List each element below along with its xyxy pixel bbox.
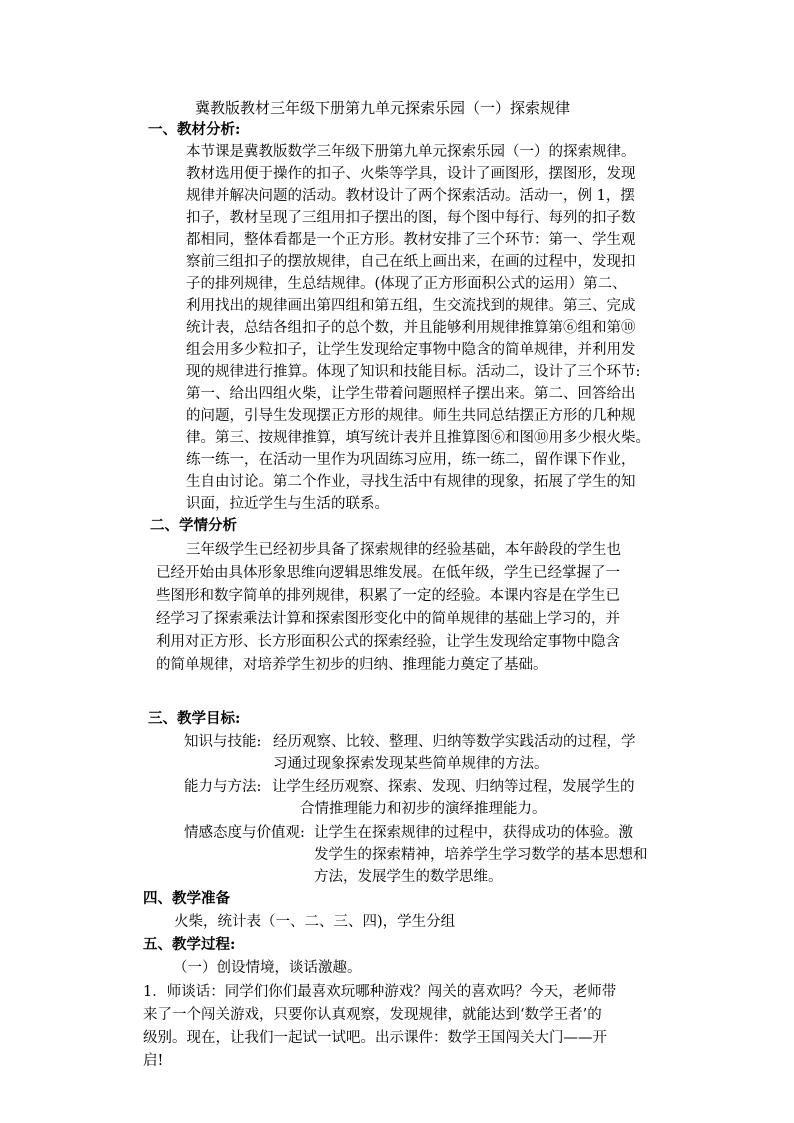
- paragraph-line: 经学习了探索乘法计算和探索图形变化中的简单规律的基础上学习的，并: [156, 611, 620, 627]
- section-heading-material-analysis: 一、教材分析:: [148, 121, 241, 138]
- paragraph-line: 现的规律进行推算。体现了知识和技能目标。活动二，设计了三个环节:: [186, 364, 641, 380]
- paragraph-line: 来了一个闯关游戏，只要你认真观察，发现规律，就能达到‘数学王者’的: [143, 1007, 602, 1023]
- paragraph-line: 教材选用便于操作的扣子、火柴等学具，设计了画图形，摆图形，发现: [186, 166, 636, 182]
- paragraph-line: 的简单规律，对培养学生初步的归纳、推理能力奠定了基础。: [156, 657, 548, 673]
- section-heading-teaching-goals: 三、教学目标:: [148, 710, 241, 727]
- paragraph-line: 本节课是冀教版数学三年级下册第九单元探索乐园（一）的探索规律。: [186, 144, 636, 160]
- goal-text: 让学生在探索规律的过程中，获得成功的体验。激: [314, 825, 633, 841]
- goal-text: 习通过现象探索发现某些简单规律的方法。: [273, 756, 549, 772]
- paragraph-line: 律。第三、按规律推算，填写统计表并且推算图⑥和图⑩用多少根火柴。: [186, 430, 650, 446]
- paragraph-line: 利用找出的规律画出第四组和第五组，生交流找到的规律。第三、完成: [186, 298, 636, 314]
- paragraph-line: 启!: [143, 1053, 164, 1069]
- paragraph-line: 规律并解决问题的活动。教材设计了两个探索活动。活动一，例 1，摆: [186, 188, 635, 204]
- paragraph-line: 子的排列规律，生总结规律。(体现了正方形面积公式的运用）第二、: [186, 276, 627, 292]
- paragraph-line: 扣子，教材呈现了三组用扣子摆出的图，每个图中每行、每列的扣子数: [186, 210, 636, 226]
- section-heading-process: 五、教学过程:: [143, 936, 236, 953]
- goal-label-attitude: 情感态度与价值观:: [184, 825, 305, 841]
- goal-text: 合情推理能力和初步的演绎推理能力。: [300, 801, 547, 817]
- process-subheading: （一）创设情境，谈话激趣。: [173, 960, 362, 976]
- paragraph-line: 三年级学生已经初步具备了探索规律的经验基础，本年龄段的学生也: [186, 542, 621, 558]
- paragraph-line: 察前三组扣子的摆放规律，自己在纸上画出来，在画的过程中，发现扣: [186, 254, 636, 270]
- paragraph-line: 识面，拉近学生与生活的联系。: [186, 496, 389, 512]
- paragraph-line: 都相同，整体看都是一个正方形。教材安排了三个环节：第一、学生观: [186, 232, 636, 248]
- goal-text: 经历观察、比较、整理、归纳等数学实践活动的过程，学: [273, 734, 636, 750]
- paragraph-line: 些图形和数字简单的排列规律，积累了一定的经验。本课内容是在学生已: [156, 588, 620, 604]
- document-title: 冀教版教材三年级下册第九单元探索乐园（一）探索规律: [195, 99, 571, 117]
- paragraph-line: 练一练一，在活动一里作为巩固练习应用，练一练二，留作课下作业，: [186, 452, 636, 468]
- paragraph-line: 利用对正方形、长方形面积公式的探索经验，让学生发现给定事物中隐含: [156, 634, 620, 650]
- goal-text: 发学生的探索精神，培养学生学习数学的基本思想和: [314, 847, 648, 863]
- paragraph-line: 生自由讨论。第二个作业，寻找生活中有规律的现象，拓展了学生的知: [186, 474, 636, 490]
- paragraph-line: 已经开始由具体形象思维向逻辑思维发展。在低年级，学生已经掌握了一: [156, 565, 620, 581]
- paragraph-line: 级别。现在，让我们一起试一试吧。出示课件：数学王国闯关大门——开: [143, 1030, 607, 1046]
- goal-label-ability: 能力与方法:: [184, 779, 262, 795]
- paragraph-line: 1．师谈话：同学们你们最喜欢玩哪种游戏？闯关的喜欢吗？今天，老师带: [143, 984, 617, 1000]
- paragraph-line: 统计表，总结各组扣子的总个数，并且能够利用规律推算第⑥组和第⑩: [186, 320, 636, 336]
- paragraph-line: 的问题，引导生发现摆正方形的规律。师生共同总结摆正方形的几种规: [186, 408, 636, 424]
- goal-label-knowledge: 知识与技能:: [184, 734, 262, 750]
- paragraph-line: 第一、给出四组火柴，让学生带着问题照样子摆出来。第二、回答给出: [186, 386, 636, 402]
- goal-text: 方法，发展学生的数学思维。: [314, 869, 503, 885]
- preparation-text: 火柴，统计表（一、二、三、四)，学生分组: [174, 914, 456, 930]
- goal-text: 让学生经历观察、探索、发现、归纳等过程，发展学生的: [272, 779, 635, 795]
- paragraph-line: 组会用多少粒扣子，让学生发现给定事物中隐含的简单规律，并利用发: [186, 342, 636, 358]
- section-heading-student-analysis: 二、学情分析: [150, 517, 237, 534]
- section-heading-preparation: 四、教学准备: [143, 890, 230, 907]
